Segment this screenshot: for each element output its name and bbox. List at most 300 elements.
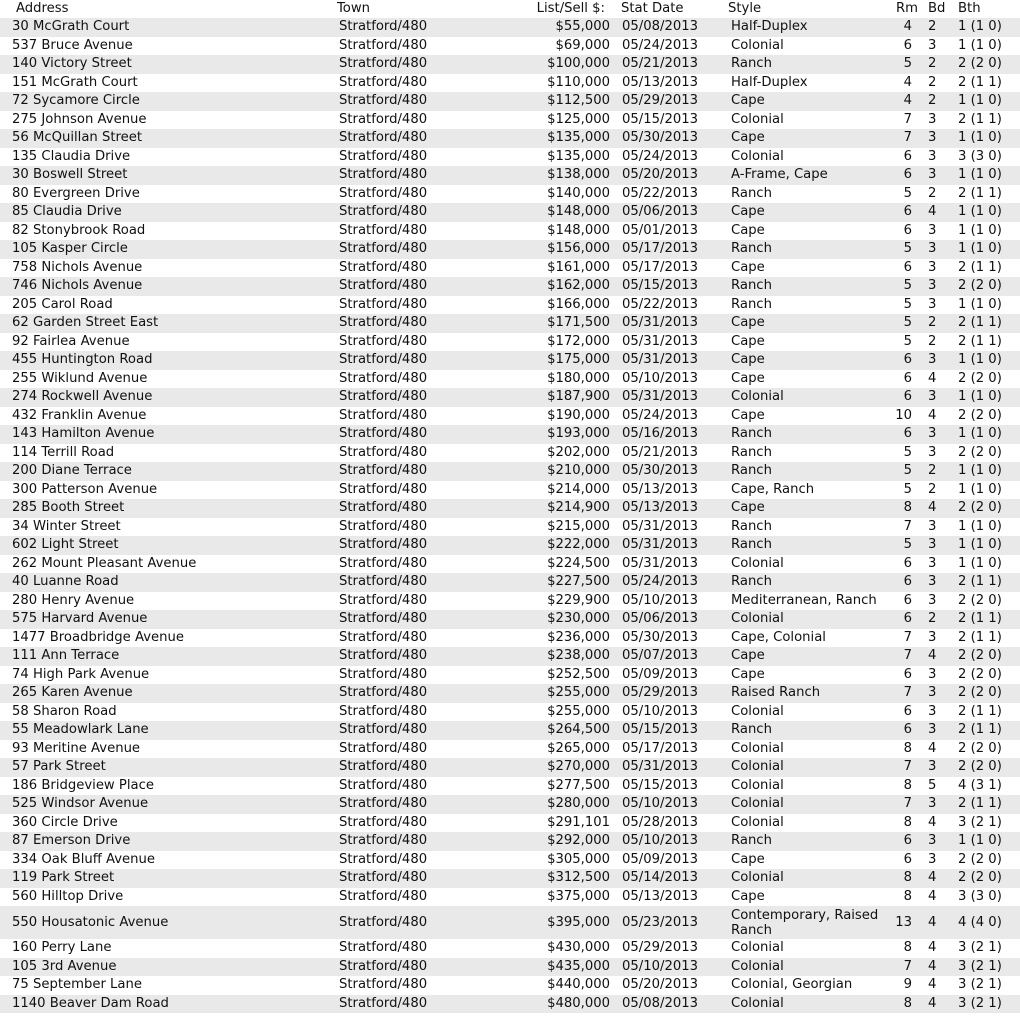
cell-date: 05/22/2013 (622, 296, 699, 312)
cell-style: Colonial (731, 995, 784, 1011)
cell-style: Colonial (731, 555, 784, 571)
cell-price: $292,000 (547, 833, 610, 848)
header-row (0, 0, 1020, 18)
cell-address: 56 McQuillan Street (12, 130, 143, 145)
cell-address: 151 McGrath Court (12, 74, 138, 90)
table-row (0, 351, 1020, 370)
table-row (0, 92, 1020, 111)
cell-baths: 2 (2 0) (958, 444, 1002, 460)
cell-town: Stratford/480 (339, 204, 428, 219)
table-row (0, 906, 1020, 939)
cell-town: Stratford/480 (339, 555, 428, 571)
cell-rooms: 8 (903, 500, 912, 515)
cell-address: 34 Winter Street (12, 518, 121, 534)
cell-baths: 2 (2 0) (958, 278, 1002, 293)
cell-town: Stratford/480 (339, 370, 428, 386)
cell-style: Ranch (731, 241, 772, 256)
cell-address: 82 Stonybrook Road (12, 222, 146, 238)
cell-rooms: 6 (903, 167, 912, 182)
cell-town: Stratford/480 (339, 93, 428, 108)
cell-baths: 2 (1 1) (958, 574, 1002, 589)
cell-baths: 2 (1 1) (958, 611, 1002, 626)
cell-price: $430,000 (547, 940, 610, 955)
cell-baths: 2 (2 0) (958, 870, 1002, 885)
cell-rooms: 7 (903, 518, 912, 534)
cell-town: Stratford/480 (339, 759, 428, 774)
cell-beds: 2 (928, 93, 937, 108)
cell-town: Stratford/480 (339, 278, 428, 293)
cell-rooms: 5 (903, 185, 912, 201)
cell-rooms: 7 (903, 685, 912, 700)
table-row (0, 240, 1020, 259)
cell-town: Stratford/480 (339, 995, 428, 1011)
cell-town: Stratford/480 (339, 958, 428, 974)
header-date: Stat Date (621, 1, 684, 16)
cell-date: 05/31/2013 (622, 315, 699, 330)
cell-rooms: 6 (903, 352, 912, 367)
cell-baths: 2 (2 0) (958, 648, 1002, 663)
cell-price: $140,000 (547, 185, 610, 201)
cell-baths: 2 (2 0) (958, 500, 1002, 515)
cell-style: Ranch (731, 463, 772, 478)
table-row (0, 203, 1020, 222)
cell-beds: 3 (928, 167, 937, 182)
cell-price: $255,000 (547, 685, 610, 700)
cell-price: $148,000 (547, 204, 610, 219)
table-row (0, 666, 1020, 685)
cell-style: Ranch (731, 833, 772, 848)
cell-address: 525 Windsor Avenue (12, 796, 149, 811)
cell-beds: 3 (928, 518, 937, 534)
cell-date: 05/06/2013 (622, 204, 699, 219)
cell-rooms: 6 (903, 37, 912, 53)
cell-style: Colonial (731, 958, 784, 974)
cell-rooms: 5 (903, 444, 912, 460)
cell-price: $215,000 (547, 518, 610, 534)
cell-rooms: 5 (903, 333, 912, 349)
cell-style: Cape (731, 259, 765, 275)
cell-address: 560 Hilltop Drive (12, 888, 124, 904)
cell-style: Ranch (731, 537, 772, 552)
cell-beds: 3 (928, 352, 937, 367)
cell-rooms: 7 (903, 958, 912, 974)
table-row (0, 777, 1020, 796)
cell-style: Ranch (731, 426, 772, 441)
cell-style: Cape (731, 204, 765, 219)
cell-style: Cape, Ranch (731, 481, 815, 497)
cell-price: $55,000 (555, 19, 610, 34)
cell-style: Colonial (731, 389, 784, 404)
cell-town: Stratford/480 (339, 56, 428, 71)
cell-address: 280 Henry Avenue (12, 592, 135, 608)
header-style: Style (728, 1, 762, 16)
cell-price: $236,000 (547, 629, 610, 645)
cell-price: $375,000 (547, 888, 610, 904)
cell-town: Stratford/480 (339, 407, 428, 423)
cell-date: 05/08/2013 (622, 995, 699, 1011)
cell-town: Stratford/480 (339, 648, 428, 663)
cell-rooms: 6 (903, 851, 912, 867)
cell-baths: 1 (1 0) (958, 296, 1002, 312)
table-row (0, 444, 1020, 463)
cell-rooms: 5 (903, 56, 912, 71)
cell-rooms: 5 (903, 537, 912, 552)
cell-style: Cape (731, 222, 765, 238)
cell-town: Stratford/480 (339, 888, 428, 904)
table-row (0, 851, 1020, 870)
cell-address: 274 Rockwell Avenue (12, 389, 153, 404)
cell-price: $210,000 (547, 463, 610, 478)
cell-style: Ranch (731, 278, 772, 293)
cell-rooms: 7 (903, 796, 912, 811)
cell-date: 05/10/2013 (622, 833, 699, 848)
cell-baths: 1 (1 0) (958, 555, 1002, 571)
cell-address: 432 Franklin Avenue (12, 407, 147, 423)
cell-baths: 1 (1 0) (958, 204, 1002, 219)
cell-beds: 3 (928, 629, 937, 645)
table-row (0, 869, 1020, 888)
cell-date: 05/13/2013 (622, 500, 699, 515)
cell-address: 140 Victory Street (12, 56, 132, 71)
cell-price: $193,000 (547, 426, 610, 441)
table-row (0, 18, 1020, 37)
cell-style: Colonial (731, 777, 784, 793)
cell-town: Stratford/480 (339, 703, 428, 719)
cell-beds: 4 (928, 407, 937, 423)
cell-baths: 1 (1 0) (958, 426, 1002, 441)
cell-baths: 2 (1 1) (958, 333, 1002, 349)
cell-address: 255 Wiklund Avenue (12, 370, 148, 386)
table-row (0, 333, 1020, 352)
cell-price: $227,500 (547, 574, 610, 589)
table-row (0, 684, 1020, 703)
cell-rooms: 6 (903, 389, 912, 404)
cell-baths: 1 (1 0) (958, 222, 1002, 238)
cell-style: Half-Duplex (731, 19, 808, 34)
cell-beds: 3 (928, 851, 937, 867)
cell-price: $171,500 (547, 315, 610, 330)
cell-style: Cape (731, 370, 765, 386)
cell-baths: 1 (1 0) (958, 37, 1002, 53)
cell-date: 05/29/2013 (622, 940, 699, 955)
table-row (0, 814, 1020, 833)
cell-price: $180,000 (547, 370, 610, 386)
cell-rooms: 8 (903, 940, 912, 955)
cell-price: $435,000 (547, 958, 610, 974)
cell-rooms: 6 (903, 833, 912, 848)
cell-town: Stratford/480 (339, 19, 428, 34)
cell-rooms: 6 (903, 722, 912, 737)
cell-style: Cape (731, 93, 765, 108)
cell-beds: 4 (928, 370, 937, 386)
cell-style: Cape (731, 648, 765, 663)
cell-rooms: 13 (895, 915, 912, 930)
cell-address: 92 Fairlea Avenue (12, 333, 130, 349)
cell-rooms: 8 (903, 777, 912, 793)
cell-address: 62 Garden Street East (12, 315, 159, 330)
cell-date: 05/23/2013 (622, 915, 699, 930)
cell-town: Stratford/480 (339, 222, 428, 238)
cell-style: Cape (731, 500, 765, 515)
table-row (0, 758, 1020, 777)
cell-price: $156,000 (547, 241, 610, 256)
table-row (0, 499, 1020, 518)
cell-baths: 3 (2 1) (958, 814, 1002, 830)
cell-beds: 3 (928, 259, 937, 275)
cell-style: Ranch (731, 185, 772, 201)
cell-town: Stratford/480 (339, 259, 428, 275)
cell-date: 05/08/2013 (622, 19, 699, 34)
table-row (0, 37, 1020, 56)
cell-style: Colonial (731, 814, 784, 830)
cell-date: 05/15/2013 (622, 278, 699, 293)
cell-style: Ranch (731, 296, 772, 312)
cell-style: Colonial (731, 111, 784, 127)
cell-baths: 3 (3 0) (958, 148, 1002, 164)
cell-town: Stratford/480 (339, 940, 428, 955)
cell-price: $252,500 (547, 666, 610, 682)
cell-address: 205 Carol Road (12, 296, 113, 312)
cell-address: 300 Patterson Avenue (12, 481, 158, 497)
cell-baths: 2 (2 0) (958, 666, 1002, 682)
table-row (0, 277, 1020, 296)
cell-price: $148,000 (547, 222, 610, 238)
cell-price: $187,900 (547, 389, 610, 404)
cell-price: $255,000 (547, 703, 610, 719)
cell-date: 05/16/2013 (622, 426, 699, 441)
cell-address: 265 Karen Avenue (12, 685, 133, 700)
cell-baths: 1 (1 0) (958, 241, 1002, 256)
cell-rooms: 7 (903, 759, 912, 774)
cell-rooms: 5 (903, 315, 912, 330)
cell-date: 05/17/2013 (622, 241, 699, 256)
cell-address: 57 Park Street (12, 759, 106, 774)
cell-address: 55 Meadowlark Lane (12, 722, 149, 737)
cell-date: 05/06/2013 (622, 611, 699, 626)
cell-address: 72 Sycamore Circle (12, 93, 140, 108)
cell-style: Cape (731, 888, 765, 904)
cell-style: Colonial (731, 870, 784, 885)
cell-price: $202,000 (547, 444, 610, 460)
cell-address: 74 High Park Avenue (12, 666, 150, 682)
cell-baths: 2 (1 1) (958, 259, 1002, 275)
cell-date: 05/30/2013 (622, 463, 699, 478)
table-row (0, 296, 1020, 315)
cell-baths: 2 (2 0) (958, 56, 1002, 71)
cell-price: $277,500 (547, 777, 610, 793)
cell-town: Stratford/480 (339, 722, 428, 737)
cell-beds: 2 (928, 333, 937, 349)
cell-address: 550 Housatonic Avenue (12, 915, 169, 930)
cell-address: 200 Diane Terrace (12, 463, 132, 478)
cell-town: Stratford/480 (339, 851, 428, 867)
table-row (0, 795, 1020, 814)
table-row (0, 573, 1020, 592)
cell-price: $175,000 (547, 352, 610, 367)
cell-rooms: 8 (903, 888, 912, 904)
cell-town: Stratford/480 (339, 389, 428, 404)
cell-address: 334 Oak Bluff Avenue (12, 851, 155, 867)
table-row (0, 425, 1020, 444)
cell-baths: 2 (1 1) (958, 629, 1002, 645)
cell-town: Stratford/480 (339, 37, 428, 53)
cell-beds: 3 (928, 685, 937, 700)
cell-beds: 4 (928, 888, 937, 904)
cell-price: $100,000 (547, 56, 610, 71)
cell-town: Stratford/480 (339, 629, 428, 645)
cell-date: 05/13/2013 (622, 888, 699, 904)
cell-address: 30 McGrath Court (12, 19, 130, 34)
cell-town: Stratford/480 (339, 74, 428, 90)
table-row (0, 592, 1020, 611)
cell-beds: 3 (928, 759, 937, 774)
cell-rooms: 6 (903, 666, 912, 682)
header-baths: Bth (958, 1, 981, 16)
cell-rooms: 5 (903, 481, 912, 497)
table-row (0, 629, 1020, 648)
header-rooms: Rm (895, 1, 918, 16)
cell-address: 575 Harvard Avenue (12, 611, 148, 626)
cell-rooms: 6 (903, 555, 912, 571)
table-row (0, 185, 1020, 204)
cell-town: Stratford/480 (339, 611, 428, 626)
cell-baths: 2 (2 0) (958, 759, 1002, 774)
cell-baths: 3 (2 1) (958, 977, 1002, 992)
cell-price: $238,000 (547, 648, 610, 663)
cell-address: 111 Ann Terrace (12, 648, 120, 663)
cell-town: Stratford/480 (339, 148, 428, 164)
cell-baths: 3 (2 1) (958, 940, 1002, 955)
cell-baths: 1 (1 0) (958, 537, 1002, 552)
cell-town: Stratford/480 (339, 796, 428, 811)
cell-town: Stratford/480 (339, 537, 428, 552)
cell-baths: 2 (2 0) (958, 370, 1002, 386)
cell-rooms: 4 (903, 19, 912, 34)
cell-rooms: 10 (895, 407, 912, 423)
cell-style: Cape (731, 407, 765, 423)
cell-beds: 3 (928, 296, 937, 312)
cell-town: Stratford/480 (339, 167, 428, 182)
cell-beds: 3 (928, 666, 937, 682)
cell-rooms: 7 (903, 648, 912, 663)
cell-date: 05/24/2013 (622, 148, 699, 164)
cell-style: Ranch (731, 722, 772, 737)
cell-town: Stratford/480 (339, 777, 428, 793)
cell-baths: 1 (1 0) (958, 481, 1002, 497)
cell-address: 1140 Beaver Dam Road (12, 995, 169, 1011)
cell-style: Colonial (731, 37, 784, 53)
table-row (0, 388, 1020, 407)
cell-style: Colonial (731, 740, 784, 756)
cell-date: 05/15/2013 (622, 722, 699, 737)
cell-price: $440,000 (547, 977, 610, 992)
table-row (0, 55, 1020, 74)
cell-baths: 2 (1 1) (958, 703, 1002, 719)
cell-town: Stratford/480 (339, 296, 428, 312)
cell-date: 05/13/2013 (622, 74, 699, 90)
cell-style: Contemporary, Raised Ranch (731, 908, 879, 938)
cell-beds: 3 (928, 389, 937, 404)
cell-address: 602 Light Street (12, 537, 119, 552)
table-row (0, 148, 1020, 167)
cell-price: $166,000 (547, 296, 610, 312)
header-address: Address (16, 1, 69, 16)
cell-rooms: 6 (903, 370, 912, 386)
cell-beds: 3 (928, 241, 937, 256)
cell-address: 80 Evergreen Drive (12, 185, 140, 201)
cell-style: Colonial (731, 703, 784, 719)
cell-style: Colonial (731, 940, 784, 955)
header-price: List/Sell $: (536, 1, 605, 16)
cell-beds: 3 (928, 111, 937, 127)
cell-rooms: 8 (903, 995, 912, 1011)
cell-date: 05/31/2013 (622, 537, 699, 552)
cell-address: 40 Luanne Road (12, 574, 119, 589)
table-row (0, 740, 1020, 759)
cell-rooms: 8 (903, 740, 912, 756)
table-row (0, 407, 1020, 426)
cell-price: $135,000 (547, 148, 610, 164)
table-row (0, 518, 1020, 537)
cell-beds: 4 (928, 915, 937, 930)
cell-town: Stratford/480 (339, 977, 428, 992)
cell-style: Mediterranean, Ranch (731, 592, 877, 608)
cell-baths: 1 (1 0) (958, 463, 1002, 478)
cell-address: 119 Park Street (12, 870, 115, 885)
cell-town: Stratford/480 (339, 111, 428, 127)
cell-date: 05/20/2013 (622, 977, 699, 992)
cell-price: $395,000 (547, 915, 610, 930)
cell-rooms: 6 (903, 204, 912, 219)
cell-price: $135,000 (547, 130, 610, 145)
cell-date: 05/31/2013 (622, 518, 699, 534)
cell-baths: 1 (1 0) (958, 167, 1002, 182)
cell-price: $161,000 (547, 259, 610, 275)
cell-price: $172,000 (547, 333, 610, 349)
cell-style: Cape (731, 315, 765, 330)
cell-style: Cape (731, 333, 765, 349)
cell-date: 05/13/2013 (622, 481, 699, 497)
cell-baths: 2 (2 0) (958, 407, 1002, 423)
cell-baths: 3 (2 1) (958, 995, 1002, 1011)
cell-town: Stratford/480 (339, 870, 428, 885)
cell-date: 05/17/2013 (622, 740, 699, 756)
cell-address: 262 Mount Pleasant Avenue (12, 555, 197, 571)
cell-town: Stratford/480 (339, 685, 428, 700)
cell-baths: 4 (3 1) (958, 777, 1002, 793)
table-row (0, 536, 1020, 555)
cell-rooms: 6 (903, 148, 912, 164)
table-row (0, 888, 1020, 907)
cell-price: $69,000 (555, 37, 610, 53)
cell-baths: 2 (1 1) (958, 796, 1002, 811)
table-row (0, 610, 1020, 629)
cell-baths: 2 (1 1) (958, 185, 1002, 201)
cell-style: Colonial, Georgian (731, 977, 853, 992)
cell-date: 05/07/2013 (622, 648, 699, 663)
cell-date: 05/10/2013 (622, 958, 699, 974)
cell-beds: 4 (928, 740, 937, 756)
cell-address: 105 Kasper Circle (12, 241, 128, 256)
cell-rooms: 6 (903, 611, 912, 626)
cell-baths: 2 (2 0) (958, 592, 1002, 608)
cell-price: $270,000 (547, 759, 610, 774)
cell-address: 58 Sharon Road (12, 703, 117, 719)
table-row (0, 111, 1020, 130)
cell-style: Cape (731, 666, 765, 682)
table-row (0, 222, 1020, 241)
cell-price: $138,000 (547, 167, 610, 182)
